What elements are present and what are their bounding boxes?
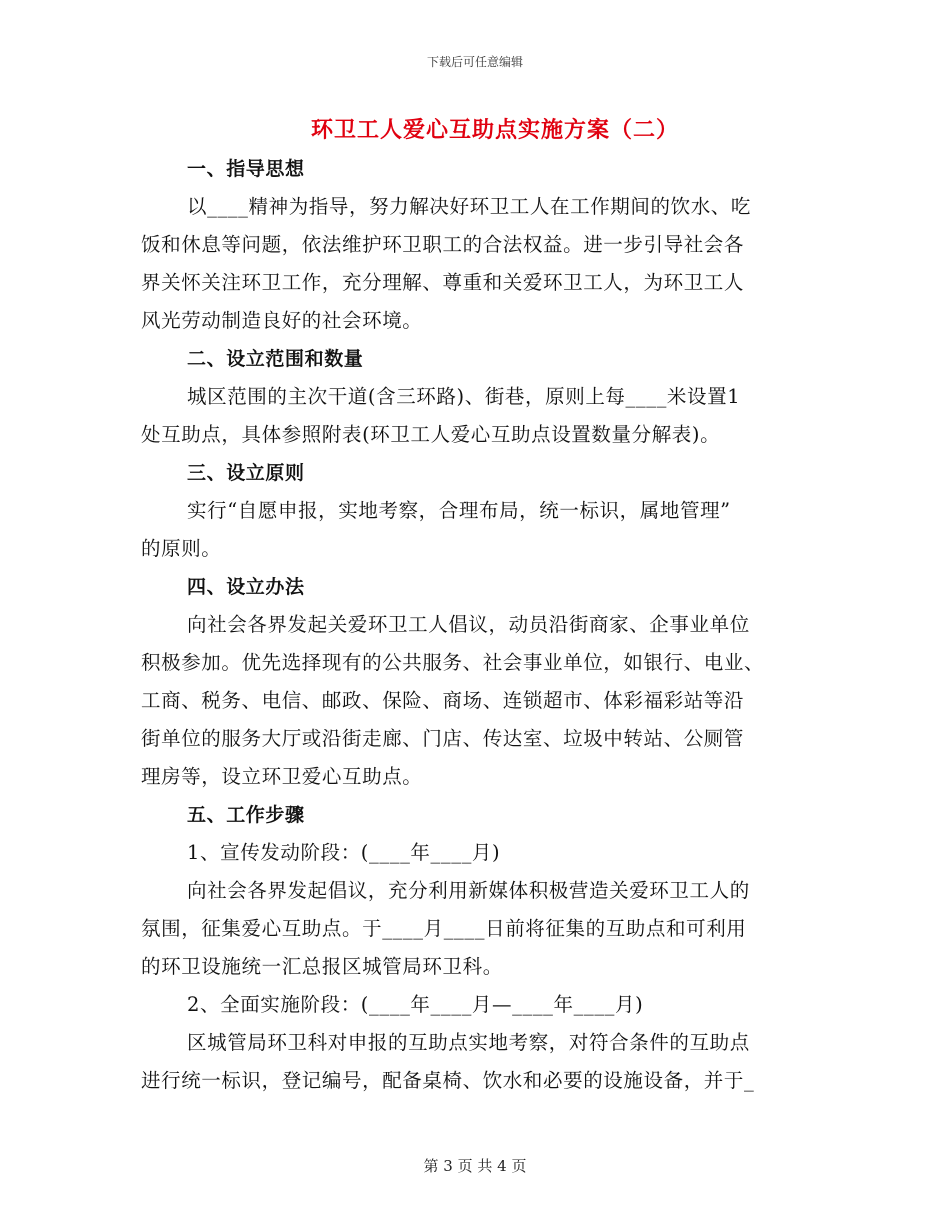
paragraph-line: 风光劳动制造良好的社会环境。: [141, 309, 423, 332]
section-heading: 三、设立原则: [187, 462, 305, 484]
paragraph-line: 处互助点，具体参照附表(环卫工人爱心互助点设置数量分解表)。: [141, 423, 721, 446]
section-heading: 二、设立范围和数量: [187, 348, 364, 370]
section-heading: 一、指导思想: [187, 158, 305, 180]
paragraph-line: 饭和休息等问题，依法维护环卫职工的合法权益。进一步引导社会各: [141, 233, 745, 256]
section-heading: 四、设立办法: [187, 576, 305, 598]
page-footer: 第 3 页 共 4 页: [423, 1157, 527, 1175]
paragraph-line: 以____精神为指导，努力解决好环卫工人在工作期间的饮水、吃: [187, 195, 752, 218]
paragraph-line: 界关怀关注环卫工作，充分理解、尊重和关爱环卫工人，为环卫工人: [141, 271, 745, 294]
document-title: 环卫工人爱心互助点实施方案（二）: [310, 118, 679, 143]
header-note: 下载后可任意编辑: [426, 55, 523, 69]
paragraph-line: 向社会各界发起关爱环卫工人倡议，动员沿街商家、企事业单位: [187, 613, 750, 636]
paragraph-line: 理房等，设立环卫爱心互助点。: [141, 765, 423, 788]
paragraph-line: 向社会各界发起倡议，充分利用新媒体积极营造关爱环卫工人的: [187, 879, 750, 902]
paragraph-line: 工商、税务、电信、邮政、保险、商场、连锁超市、体彩福彩站等沿: [141, 689, 745, 712]
section-heading: 五、工作步骤: [187, 804, 305, 826]
paragraph-line: 区城管局环卫科对申报的互助点实地考察，对符合条件的互助点: [187, 1031, 750, 1054]
paragraph-line: 进行统一标识，登记编号，配备桌椅、饮水和必要的设施设备，并于_: [141, 1069, 755, 1092]
document-body: [141, 150, 801, 1100]
paragraph-line: 街单位的服务大厅或沿街走廊、门店、传达室、垃圾中转站、公厕管: [141, 727, 745, 750]
paragraph-line: 的环卫设施统一汇总报区城管局环卫科。: [141, 955, 503, 978]
step-line: 2、全面实施阶段：(____年____月—____年____月): [187, 993, 644, 1016]
step-line: 1、宣传发动阶段：(____年____月): [187, 841, 501, 864]
paragraph-line: 城区范围的主次干道(含三环路)、街巷，原则上每____米设置1: [187, 385, 741, 408]
paragraph-line: 的原则。: [141, 537, 222, 560]
paragraph-line: 积极参加。优先选择现有的公共服务、社会事业单位，如银行、电业、: [141, 651, 765, 674]
paragraph-line: 氛围，征集爱心互助点。于____月____日前将征集的互助点和可利用: [141, 917, 747, 940]
paragraph-line: 实行“自愿申报，实地考察，合理布局，统一标识，属地管理”: [187, 499, 731, 522]
